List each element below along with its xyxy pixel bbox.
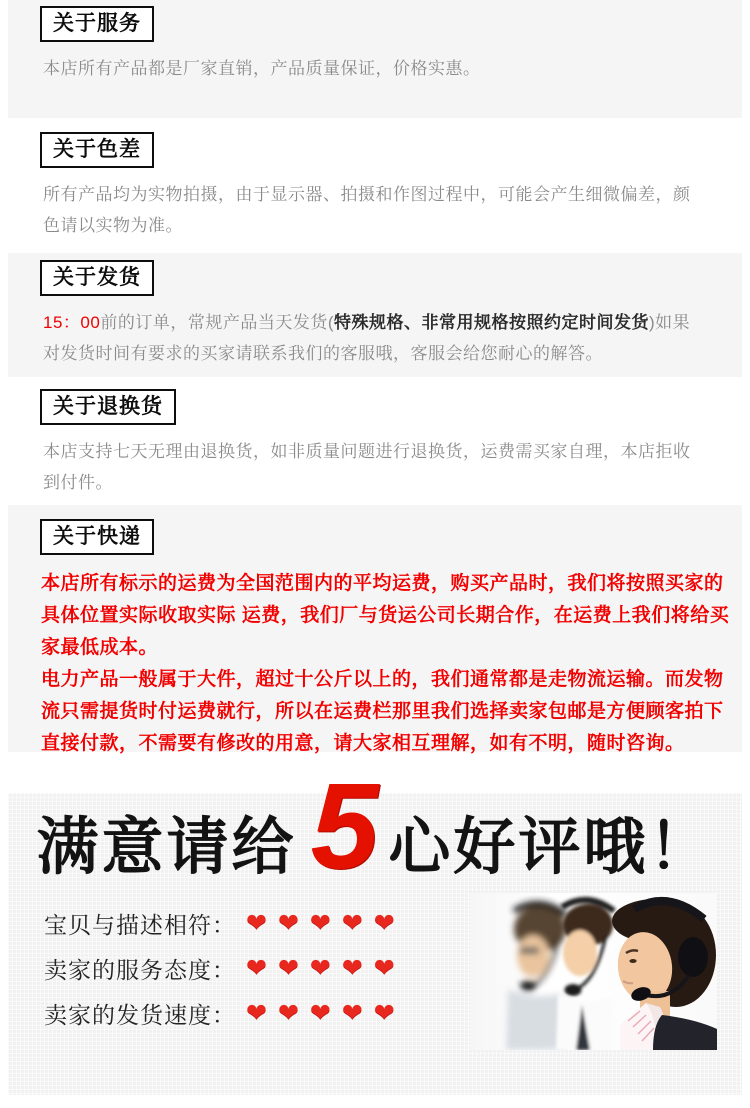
section-body: 本店所有产品都是厂家直销，产品质量保证，价格实惠。 xyxy=(43,59,481,79)
customer-service-photo xyxy=(470,893,717,1050)
banner-title xyxy=(8,758,742,903)
rating-list xyxy=(44,901,406,1036)
rating-label: 宝贝与描述相符： xyxy=(44,912,236,938)
rating-row-service-attitude xyxy=(44,946,406,991)
banner-title-right: 心好评哦！ xyxy=(388,813,714,882)
rating-label: 卖家的发货速度： xyxy=(44,1002,236,1028)
section-title-box xyxy=(40,519,154,555)
five-star-number: 5 xyxy=(310,758,379,894)
section-body: 本店支持七天无理由退换货，如非质量问题进行退换货，运费需买家自理，本店拒收到付件。 xyxy=(43,442,691,493)
banner-title-left: 满意请给 xyxy=(36,813,297,882)
section-about-service xyxy=(8,0,742,118)
section-body: 所有产品均为实物拍摄，由于显示器、拍摄和作图过程中，可能会产生细微偏差，颜色请以实物为准。 xyxy=(43,185,691,236)
rating-label: 卖家的服务态度： xyxy=(44,957,236,983)
section-title-box xyxy=(40,6,154,42)
rating-row-description-match xyxy=(44,901,406,946)
section-title-box xyxy=(40,132,154,168)
section-about-color-difference xyxy=(8,118,742,253)
express-paragraph-2: 电力产品一般属于大件，超过十公斤以上的，我们通常都是走物流运输。而发物流只需提货时付运费就行，所以在运费栏那里我们选择卖家包邮是方便顾客拍下直接付款，不需要有修改的用意，请大家相互理解，如有不明，随时咨询。 xyxy=(41,669,724,755)
section-title: 关于快递 xyxy=(53,525,141,548)
heart-icons: ❤❤❤❤❤ xyxy=(246,954,406,982)
shipping-cutoff-time: 15：00 xyxy=(43,313,101,333)
section-about-express xyxy=(8,505,742,755)
shipping-text-1: 前的订单，常规产品当天发货( xyxy=(100,313,334,333)
section-title-box xyxy=(40,389,176,425)
heart-icons: ❤❤❤❤❤ xyxy=(246,999,406,1027)
heart-icons: ❤❤❤❤❤ xyxy=(246,909,406,937)
express-paragraph-1: 本店所有标示的运费为全国范围内的平均运费，购买产品时，我们将按照买家的具体位置实际收取实际 运费，我们厂与货运公司长期合作，在运费上我们将给买家最低成本。 xyxy=(41,573,730,659)
section-body xyxy=(43,307,691,369)
section-about-shipping xyxy=(8,253,742,377)
section-title-box xyxy=(40,260,154,296)
section-title: 关于色差 xyxy=(53,138,141,161)
shipping-text-2: )如果对发货时间有要求的买家请联系我们的客服哦，客服会给您耐心的解答。 xyxy=(43,313,691,364)
rating-row-shipping-speed xyxy=(44,991,406,1036)
section-title: 关于发货 xyxy=(53,266,141,289)
section-title: 关于退换货 xyxy=(53,395,163,418)
bottom-spacer xyxy=(8,1095,742,1108)
shipping-special-note: 特殊规格、非常用规格按照约定时间发货 xyxy=(334,313,649,333)
page-container xyxy=(8,0,742,1108)
review-banner xyxy=(8,758,742,1095)
section-title: 关于服务 xyxy=(53,12,141,35)
section-about-returns xyxy=(8,377,742,505)
